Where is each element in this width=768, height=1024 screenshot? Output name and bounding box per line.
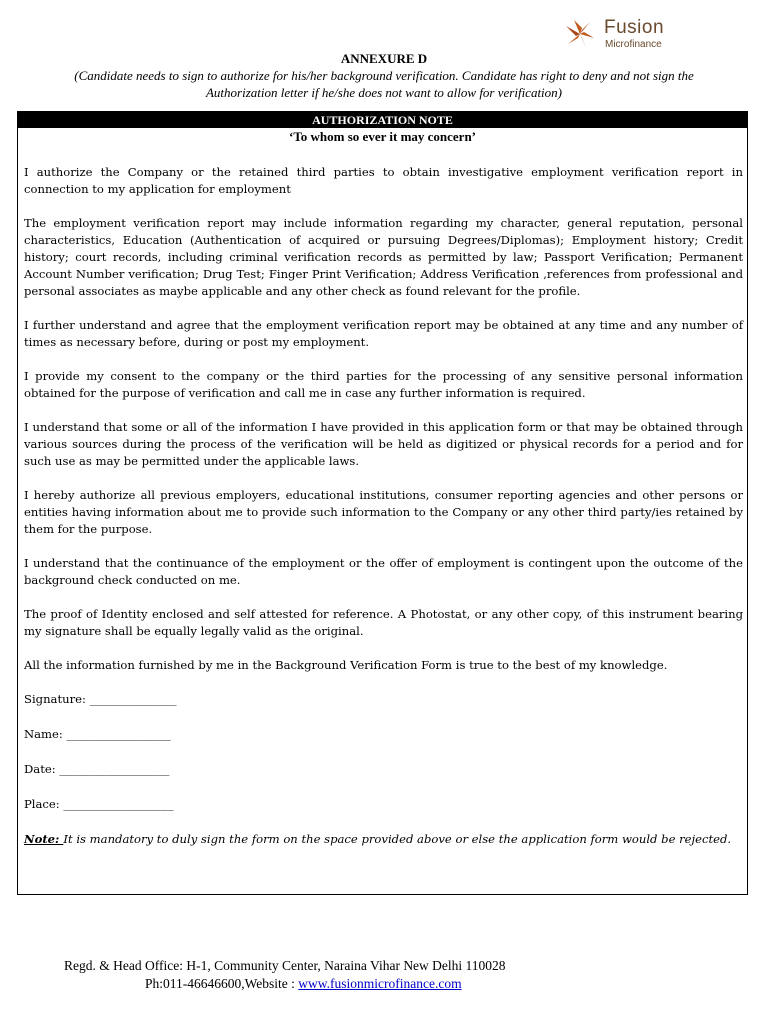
footer-address: Regd. & Head Office: H-1, Community Center, Naraina Vihar New Delhi 110028 [64, 958, 506, 973]
paragraph: I authorize the Company or the retained third parties to obtain investigative employment verification report in connection to my application for employment [24, 165, 743, 196]
website-link[interactable]: www.fusionmicrofinance.com [298, 976, 462, 991]
paragraph: I understand that some or all of the information I have provided in this application form or that may be obtained through various sources during the process of the verification will be held as digitized or physical records for a period and for such use as may be permitted under the applicable laws. [24, 420, 743, 468]
paragraph: I hereby authorize all previous employers, educational institutions, consumer reporting agencies and other persons or entities having information about me to provide such information to the Company or any other third party/ies retained by them for the purpose. [24, 488, 743, 536]
place-field[interactable]: Place: ___________________ [24, 797, 174, 811]
name-field[interactable]: Name: __________________ [24, 727, 171, 741]
fusion-logo [560, 16, 710, 52]
signature-field[interactable]: Signature: _______________ [24, 692, 177, 706]
document-title: ANNEXURE D [340, 51, 428, 66]
paragraph: I understand that the continuance of the employment or the offer of employment is contingent upon the outcome of the background check conducted on me. [24, 556, 743, 587]
box-header: AUTHORIZATION NOTE [18, 112, 747, 128]
authorization-body [24, 164, 743, 848]
footer-phone: Ph:011-46646600,Website : [145, 976, 299, 991]
note [24, 831, 743, 848]
paragraph: All the information furnished by me in the Background Verification Form is true to the best of my knowledge. [24, 658, 668, 672]
salutation: ‘To whom so ever it may concern’ [288, 129, 477, 144]
paragraph: The employment verification report may include information regarding my character, general reputation, personal characteristics, Education (Authentication of acquired or pursuing Degrees/Diplomas); Employment history; Credit history; court records, including criminal verification records as permitted by law; Passport Verification; Permanent Account Number verification; Drug Test; Finger Print Verification; Address Verification ,references from professional and personal associates as maybe applicable and any other check as found relevant for the profile. [24, 216, 743, 298]
logo-tagline: Microfinance [605, 39, 662, 50]
note-label: Note: [24, 832, 64, 846]
footer-contact [145, 976, 462, 992]
document-subtitle: (Candidate needs to sign to authorize for his/her background verification. Candidate has right to deny and not sign the Authorization letter if he/she does not want to allow for verification) [74, 68, 694, 100]
authorization-box [17, 111, 748, 895]
logo-name: Fusion [604, 17, 665, 38]
paragraph: I provide my consent to the company or the third parties for the processing of any sensitive personal information obtained for the purpose of verification and call me in case any further information is required. [24, 369, 743, 400]
flower-logo-icon [560, 16, 600, 52]
date-field[interactable]: Date: ___________________ [24, 762, 170, 776]
note-text: It is mandatory to duly sign the form on the space provided above or else the application form would be rejected. [63, 832, 732, 846]
paragraph: I further understand and agree that the employment verification report may be obtained at any time and any number of times as necessary before, during or post my employment. [24, 318, 743, 349]
paragraph: The proof of Identity enclosed and self attested for reference. A Photostat, or any other copy, of this instrument bearing my signature shall be equally legally valid as the original. [24, 607, 743, 638]
